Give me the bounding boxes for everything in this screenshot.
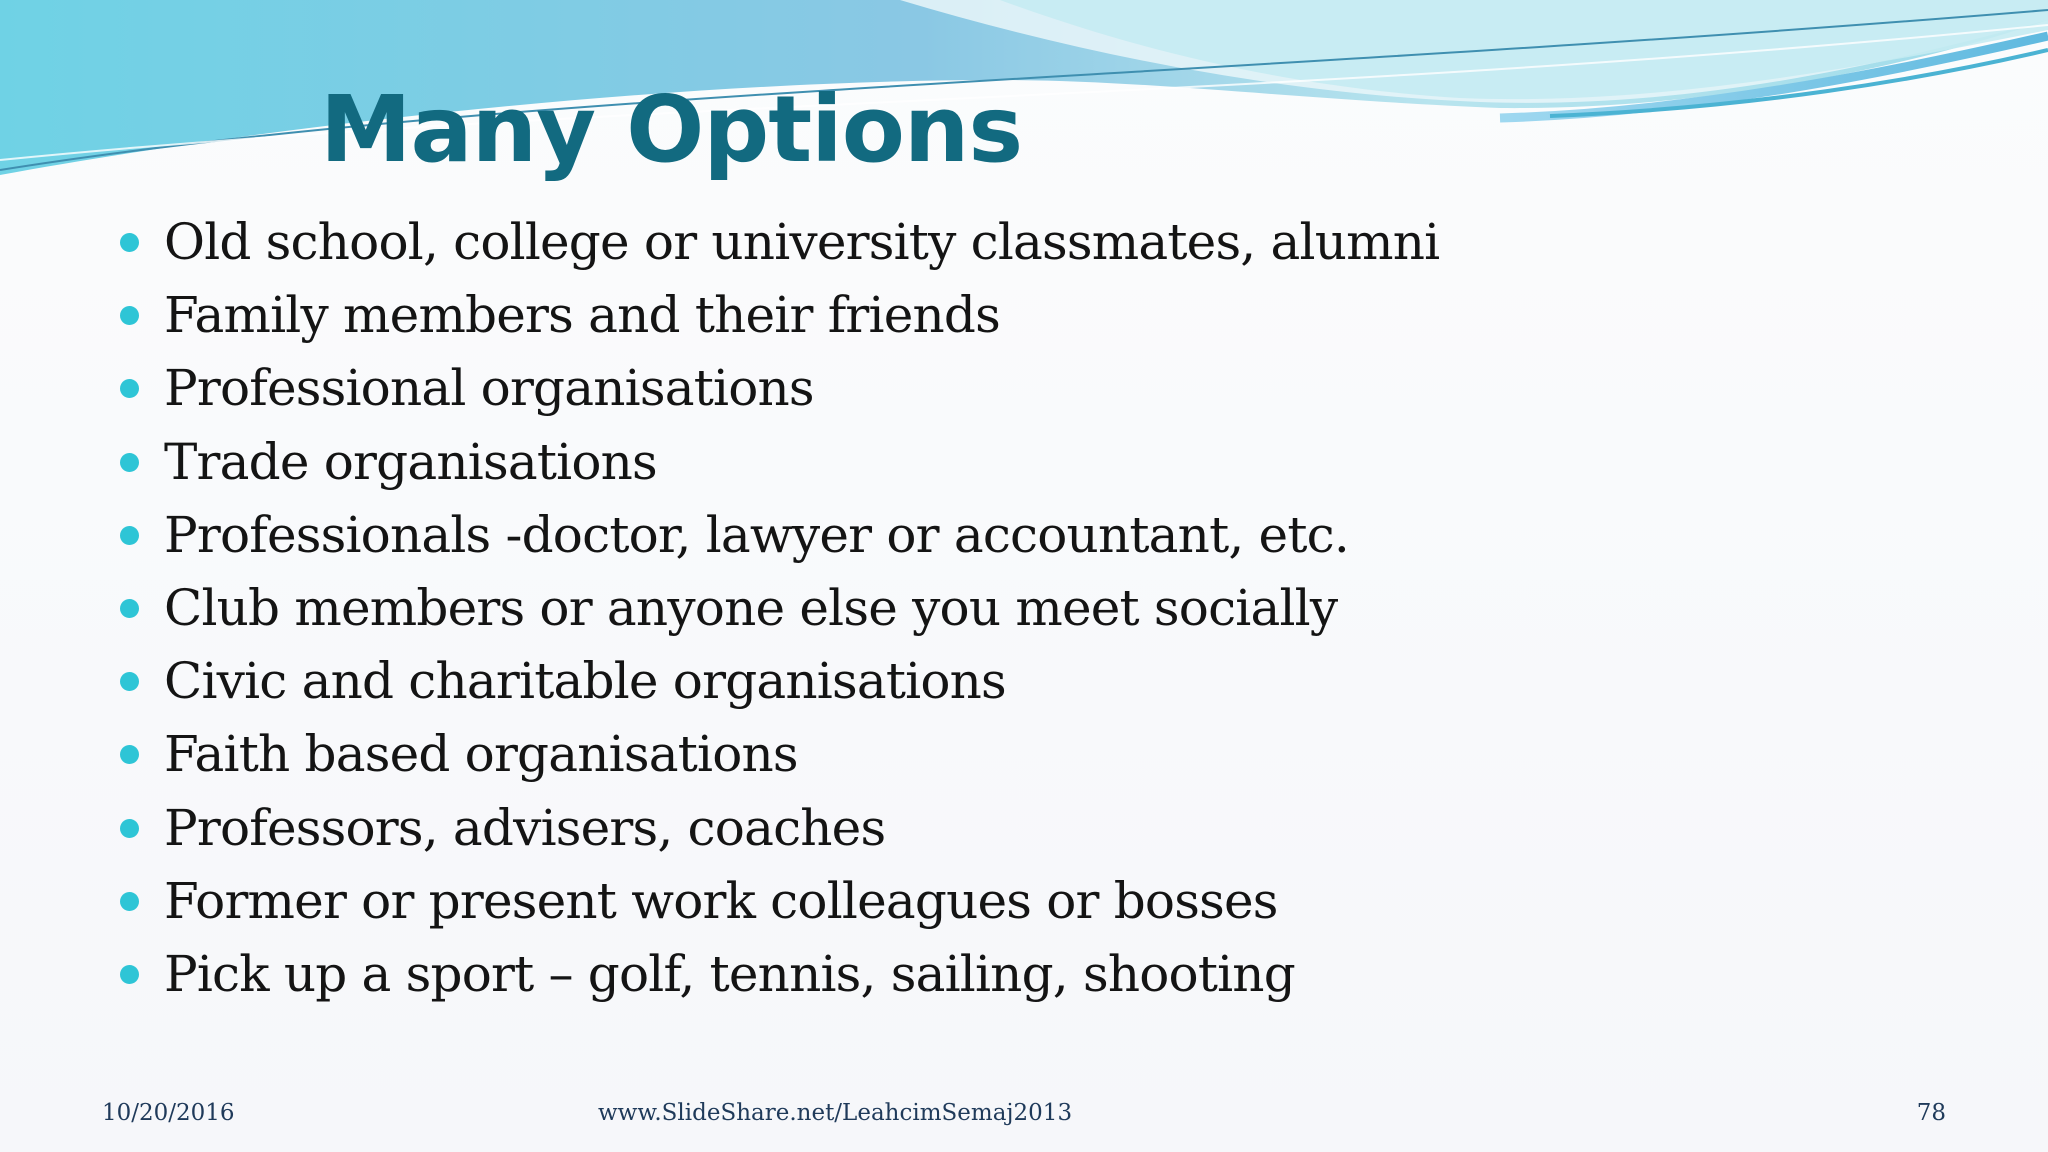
bullet-dot-icon [120,526,139,545]
bullet-dot-icon [120,453,139,472]
bullet-text: Club members or anyone else you meet socially [164,578,1338,637]
bullet-text: Trade organisations [164,432,657,491]
list-item [120,206,1439,279]
bullet-dot-icon [120,745,139,764]
bullet-dot-icon [120,965,139,984]
list-item [120,938,1439,1011]
list-item [120,645,1439,718]
list-item [120,865,1439,938]
bullet-text: Professionals -doctor, lawyer or accountant, etc. [164,505,1349,564]
bullet-dot-icon [120,306,139,325]
bullet-text: Professors, advisers, coaches [164,798,886,857]
slide-number: 78 [1916,1100,1946,1126]
bullet-dot-icon [120,599,139,618]
slide-title: Many Options [320,76,1023,183]
list-item [120,426,1439,499]
bullet-text: Former or present work colleagues or bosses [164,871,1278,930]
list-item [120,352,1439,425]
bullet-dot-icon [120,233,139,252]
bullet-text: Old school, college or university classmates, alumni [164,213,1440,271]
bullet-list [120,206,1439,1011]
bullet-text: Pick up a sport – golf, tennis, sailing, shooting [164,944,1295,1003]
bullet-text: Family members and their friends [164,286,1000,345]
bullet-dot-icon [120,379,139,398]
list-item [120,718,1439,791]
footer-date: 10/20/2016 [102,1100,235,1126]
list-item [120,499,1439,572]
bullet-dot-icon [120,819,139,838]
list-item [120,572,1439,645]
bullet-text: Civic and charitable organisations [164,652,1006,711]
list-item [120,792,1439,865]
bullet-text: Faith based organisations [164,725,798,784]
footer-url: www.SlideShare.net/LeahcimSemaj2013 [598,1100,1073,1126]
bullet-dot-icon [120,672,139,691]
bullet-text: Professional organisations [164,359,814,418]
list-item [120,279,1439,352]
bullet-dot-icon [120,892,139,911]
header-wave-decoration [0,0,2048,200]
